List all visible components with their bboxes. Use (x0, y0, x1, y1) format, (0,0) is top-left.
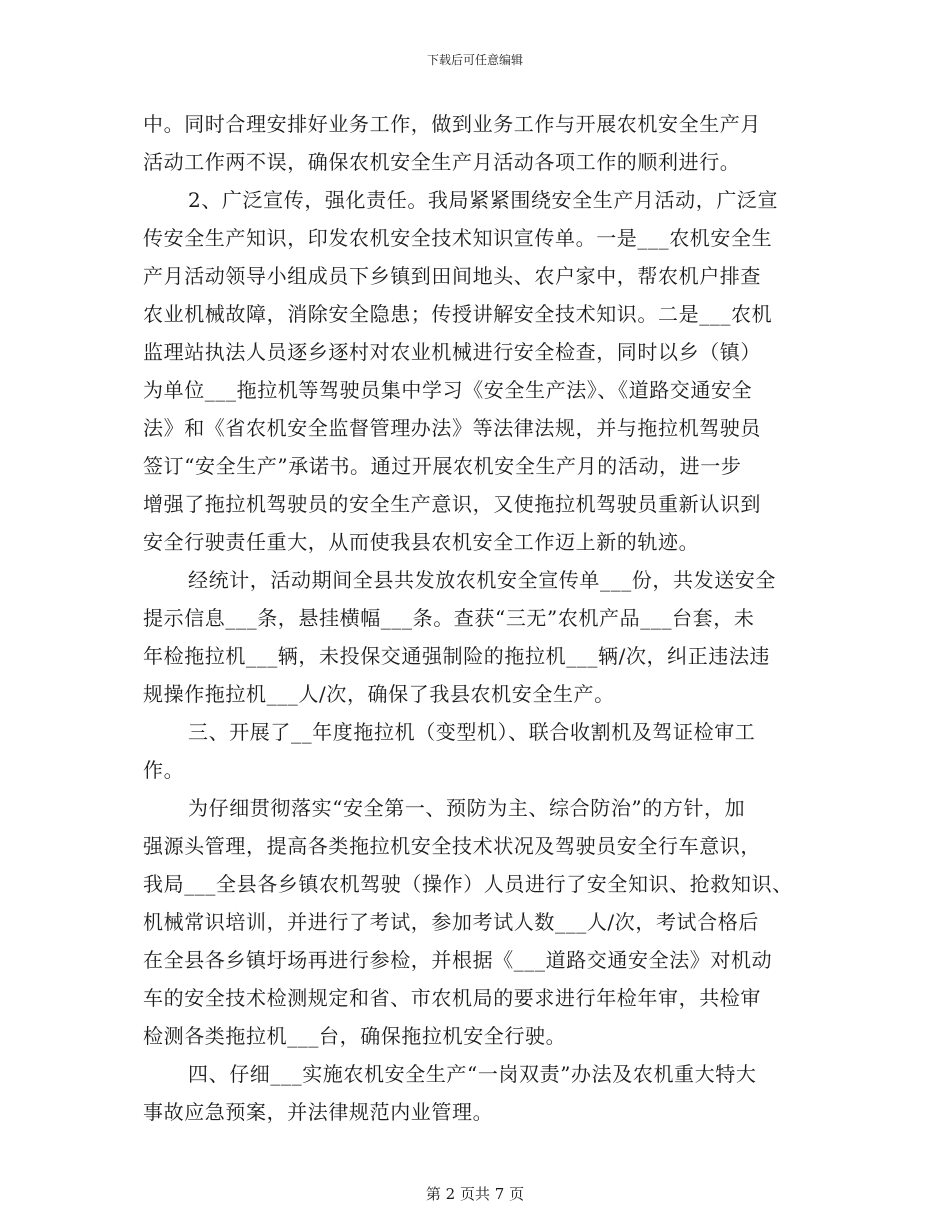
text-line: 为仔细贯彻落实“安全第一、预防为主、综合防治”的方针，加 (188, 796, 746, 820)
text-line: 规操作拖拉机___人/次，确保了我县农机安全生产。 (143, 682, 615, 706)
text-line: 在全县各乡镇圩场再进行参检，并根据《___道路交通安全法》对机动 (143, 948, 773, 972)
text-line: 传安全生产知识，印发农机安全技术知识宣传单。一是___农机安全生 (143, 226, 773, 250)
text-line: 中。同时合理安排好业务工作，做到业务工作与开展农机安全生产月 (143, 112, 761, 136)
text-line: 产月活动领导小组成员下乡镇到田间地头、农户家中，帮农机户排查 (143, 264, 761, 288)
text-line: 活动工作两不误，确保农机安全生产月活动各项工作的顺利进行。 (143, 150, 741, 174)
text-line: 车的安全技术检测规定和省、市农机局的要求进行年检年审，共检审 (143, 986, 761, 1010)
text-line: 监理站执法人员逐乡逐村对农业机械进行安全检查，同时以乡（镇） (143, 340, 761, 364)
document-body (143, 105, 823, 1131)
text-line: 机械常识培训，并进行了考试，参加考试人数___人/次，考试合格后 (143, 910, 759, 934)
text-line: 强源头管理，提高各类拖拉机安全技术状况及驾驶员安全行车意识， (143, 834, 761, 858)
text-line: 四、仔细___实施农机安全生产“一岗双责”办法及农机重大特大 (188, 1062, 757, 1086)
text-line: 农业机械故障，消除安全隐患；传授讲解安全技术知识。二是___农机 (143, 302, 773, 326)
text-line: 签订“安全生产”承诺书。通过开展农机安全生产月的活动，进一步 (143, 454, 742, 478)
text-line: 安全行驶责任重大，从而使我县农机安全工作迈上新的轨迹。 (143, 530, 700, 554)
text-line: 经统计，活动期间全县共发放农机安全宣传单___份，共发送安全 (188, 568, 776, 592)
text-line: 我局___全县各乡镇农机驾驶（操作）人员进行了安全知识、抢救知识、 (143, 872, 793, 896)
text-line: 事故应急预案，并法律规范内业管理。 (143, 1100, 494, 1124)
text-line: 法》和《省农机安全监督管理办法》等法律法规，并与拖拉机驾驶员 (143, 416, 761, 440)
text-line: 作。 (143, 758, 185, 782)
text-line: 三、开展了__年度拖拉机（变型机）、联合收割机及驾证检审工 (188, 720, 756, 744)
text-line: 提示信息___条，悬挂横幅___条。查获“三无”农机产品___台套，未 (143, 606, 755, 630)
page-footer: 第 2 页共 7 页 (425, 1185, 525, 1203)
text-line: 增强了拖拉机驾驶员的安全生产意识，又使拖拉机驾驶员重新认识到 (143, 492, 761, 516)
text-line: 2、广泛宣传，强化责任。我局紧紧围绕安全生产月活动，广泛宣 (188, 188, 779, 212)
text-line: 检测各类拖拉机___台，确保拖拉机安全行驶。 (143, 1024, 567, 1048)
page-header: 下载后可任意编辑 (426, 53, 523, 67)
text-line: 为单位___拖拉机等驾驶员集中学习《安全生产法》、《道路交通安全 (143, 378, 753, 402)
text-line: 年检拖拉机___辆，未投保交通强制险的拖拉机___辆/次，纠正违法违 (143, 644, 771, 668)
